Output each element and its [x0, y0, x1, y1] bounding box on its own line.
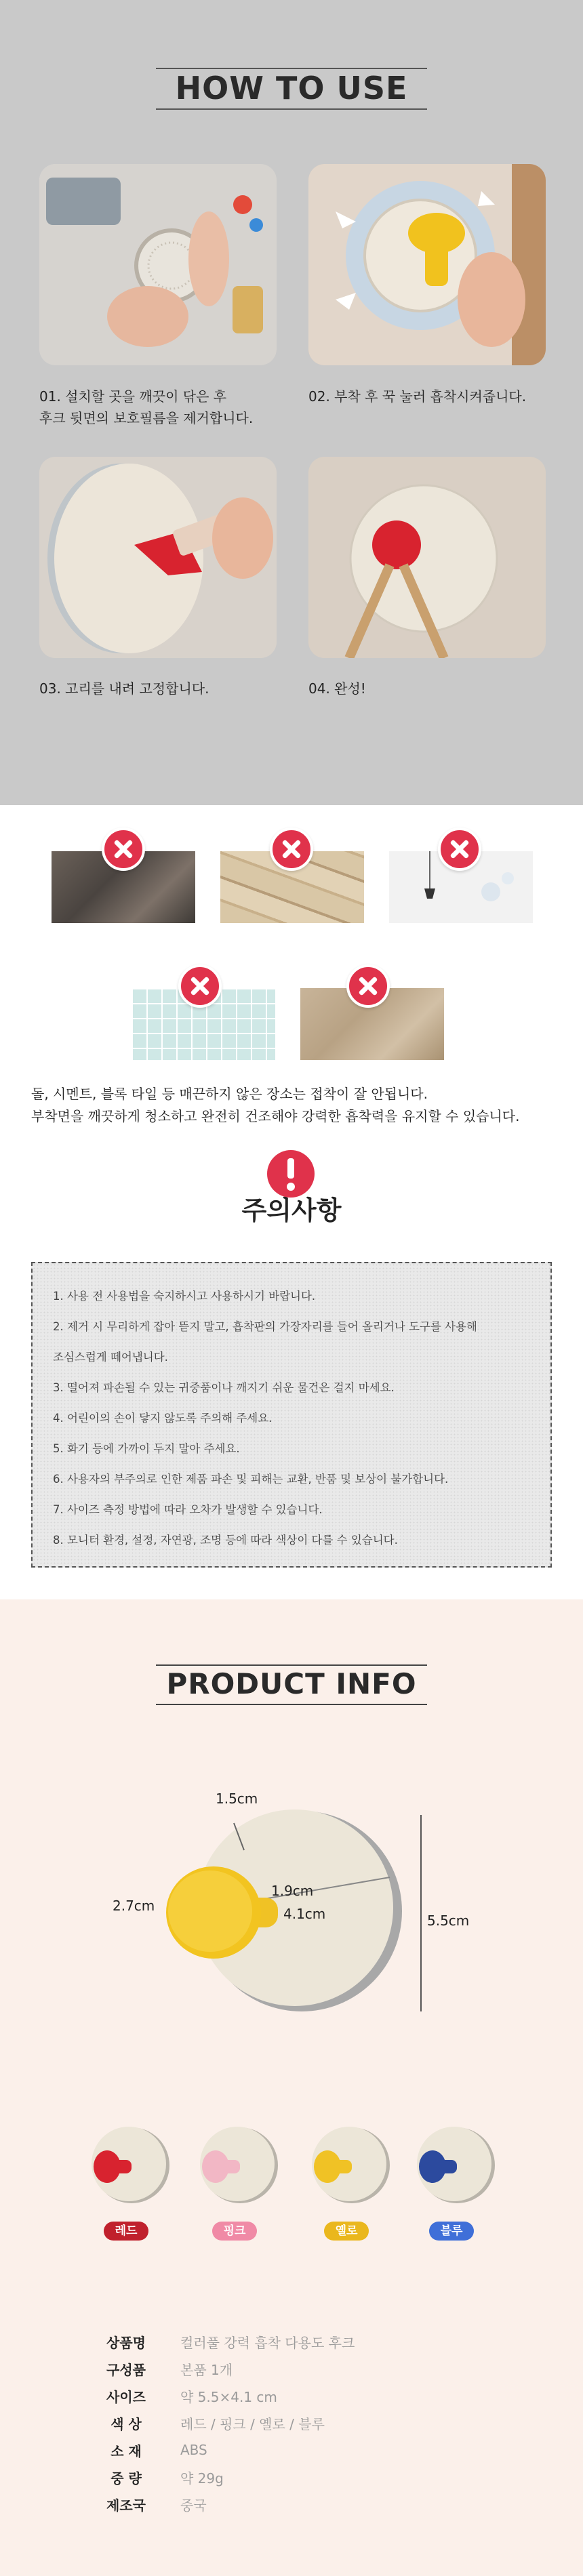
- x-mark-icon: [270, 827, 313, 871]
- product-info-title: PRODUCT INFO: [166, 1667, 417, 1700]
- caution-item: 5. 화기 등에 가까이 두지 말아 주세요.: [53, 1442, 240, 1455]
- spec-value: 레드 / 핑크 / 옐로 / 블루: [180, 2415, 325, 2432]
- spec-key: 소 재: [110, 2442, 142, 2459]
- spec-value: 중국: [180, 2497, 207, 2514]
- dim-center-label: 1.9cm: [271, 1883, 314, 1899]
- spec-row: [85, 2436, 355, 2463]
- step-2-text: 02. 부착 후 꾹 눌러 흡착시켜줍니다.: [308, 388, 527, 405]
- spec-value: ABS: [180, 2442, 207, 2458]
- caution-item: 조심스럽게 떼어냅니다.: [53, 1351, 168, 1364]
- step-4-photo: [308, 457, 546, 658]
- x-mark-icon: [346, 964, 390, 1008]
- spec-row: [85, 2328, 355, 2355]
- spec-value: 약 29g: [180, 2470, 224, 2487]
- caution-item: 3. 떨어져 파손될 수 있는 귀중품이나 깨지기 쉬운 물건은 걸지 마세요.: [53, 1381, 395, 1394]
- hook-swatch-핑크[interactable]: [197, 2125, 278, 2206]
- product-info-section: [0, 1599, 583, 2576]
- hook-swatch-레드[interactable]: [88, 2125, 169, 2206]
- spec-key: 사이즈: [106, 2388, 146, 2405]
- step-3-photo: [39, 457, 277, 658]
- title-rule-bottom: [156, 1704, 427, 1705]
- step-1-text: 01. 설치할 곳을 깨끗이 닦은 후 후크 뒷면의 보호필름을 제거합니다.: [39, 388, 254, 426]
- spec-row: [85, 2491, 355, 2518]
- spec-key: 색 상: [110, 2415, 142, 2432]
- dim-top-label: 1.5cm: [216, 1791, 258, 1807]
- surface-warning-text: 돌, 시멘트, 블록 타일 등 매끈하지 않은 장소는 접착이 잘 안됩니다. 부착면을 깨끗하게 청소하고 완전히 건조해야 강력한 흡착력을 유지할 수 있습니다.: [31, 1086, 520, 1124]
- spec-value: 컬러풀 강력 흡착 다용도 후크: [180, 2334, 355, 2351]
- hook-swatch-옐로[interactable]: [308, 2125, 390, 2206]
- step-1-photo: [39, 164, 277, 365]
- dim-right-label: 5.5cm: [427, 1913, 470, 1929]
- color-chip[interactable]: 핑크: [212, 2222, 257, 2241]
- color-chip[interactable]: 옐로: [324, 2222, 369, 2241]
- spec-table: [85, 2328, 355, 2518]
- title-rule-bottom: [156, 108, 427, 110]
- how-to-use-section: [0, 0, 583, 805]
- spec-value: 본품 1개: [180, 2361, 233, 2378]
- spec-row: [85, 2355, 355, 2382]
- spec-row: [85, 2463, 355, 2491]
- spec-key: 중 량: [110, 2470, 142, 2487]
- step-4-text: 04. 완성!: [308, 680, 366, 697]
- hook-swatch-블루[interactable]: [414, 2125, 495, 2206]
- title-rule-top: [156, 68, 427, 69]
- step-2-photo: [308, 164, 546, 365]
- caution-item: 4. 어린이의 손이 닿지 않도록 주의해 주세요.: [53, 1412, 273, 1425]
- spec-value: 약 5.5×4.1 cm: [180, 2388, 277, 2405]
- spec-row: [85, 2409, 355, 2436]
- dim-inner-label: 4.1cm: [283, 1906, 326, 1922]
- x-mark-icon: [178, 964, 222, 1008]
- caution-box: [31, 1262, 552, 1568]
- how-to-use-title: HOW TO USE: [175, 70, 408, 106]
- step-3-text: 03. 고리를 내려 고정합니다.: [39, 680, 209, 697]
- caution-list: [53, 1281, 541, 1555]
- x-mark-icon: [438, 827, 481, 871]
- color-chip[interactable]: 레드: [104, 2222, 148, 2241]
- caution-item: 7. 사이즈 측정 방법에 따라 오차가 발생할 수 있습니다.: [53, 1503, 323, 1516]
- caution-item: 6. 사용자의 부주의로 인한 제품 파손 및 피해는 교환, 반품 및 보상이 불가합니다.: [53, 1473, 449, 1486]
- height-rule: [420, 1815, 422, 2011]
- spec-key: 상품명: [106, 2334, 146, 2351]
- x-mark-icon: [102, 827, 145, 871]
- spec-key: 제조국: [106, 2497, 146, 2514]
- caution-title: 주의사항: [241, 1195, 342, 1225]
- title-rule-top: [156, 1664, 427, 1666]
- color-chip[interactable]: 블루: [429, 2222, 474, 2241]
- caution-item: 2. 제거 시 무리하게 잡아 뜯지 말고, 흡착판의 가장자리를 들어 올리거나 도구를 사용해: [53, 1320, 477, 1333]
- caution-item: 1. 사용 전 사용법을 숙지하시고 사용하시기 바랍니다.: [53, 1290, 316, 1303]
- dim-left-label: 2.7cm: [113, 1898, 155, 1914]
- caution-item: 8. 모니터 환경, 설정, 자연광, 조명 등에 따라 색상이 다를 수 있습니다.: [53, 1534, 398, 1547]
- spec-row: [85, 2382, 355, 2409]
- spec-key: 구성품: [106, 2361, 146, 2378]
